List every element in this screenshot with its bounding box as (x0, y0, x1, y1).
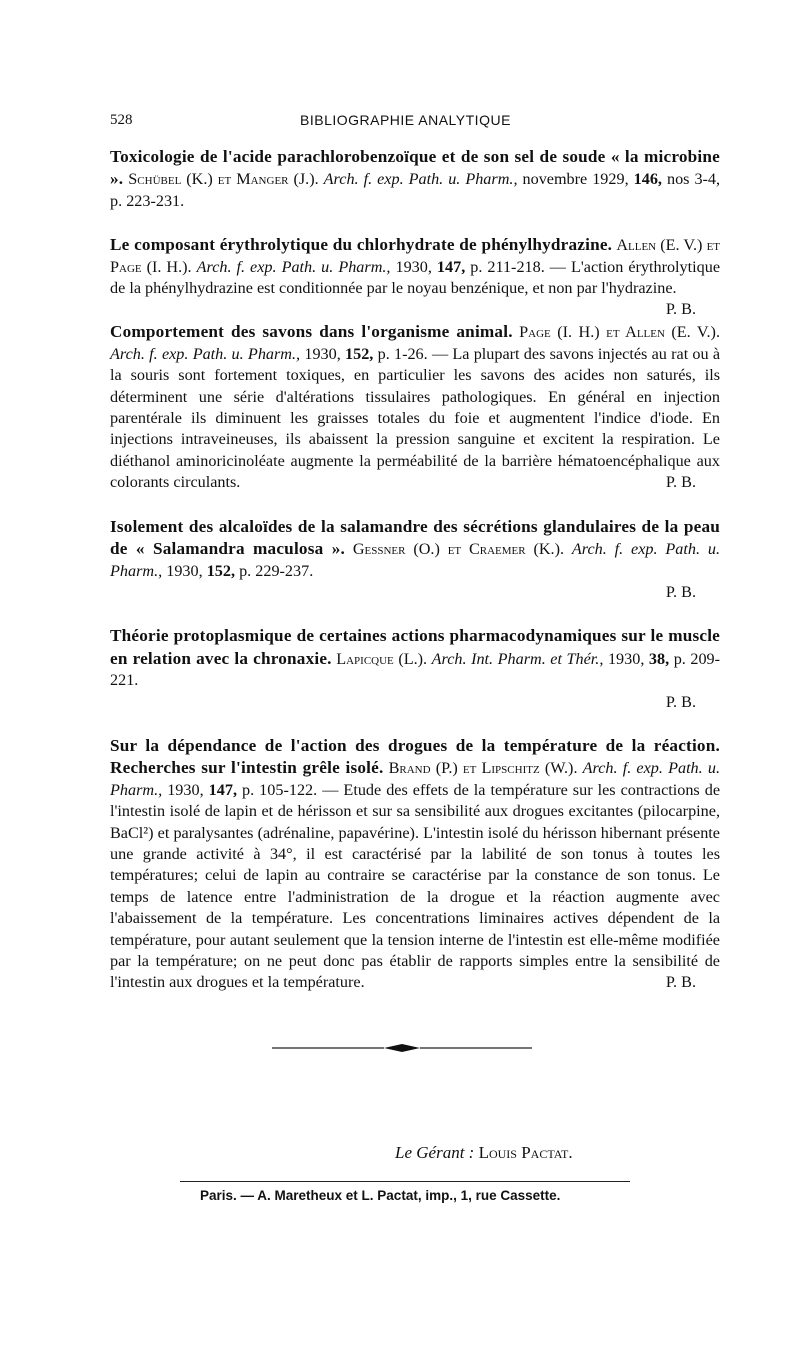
entry-initials: P. B. (665, 582, 696, 601)
ornament-divider-icon (272, 1041, 532, 1055)
entry-volume: 152, (345, 344, 374, 363)
entry-initials-line (110, 582, 720, 603)
entry-abstract: — La plupart des savons injectés au rat ou à la souris sont fortement toxiques, en particulier les savons des acides non saturés, ils déterminent une série d'altérations tissulaires pathologiques. En général en injection parentérale ils diminuent les graisses totales du foie et augmentent l'indice d'iode. En injections intraveineuses, ils abaissent la pression sanguine et excitent la respiration. Le diéthanol aminoricinoléate augmente la perméabilité de la barrière hématoencéphalique aux colorants circulants. (110, 344, 721, 492)
entry-journal: Arch. f. exp. Path. u. Pharm., (196, 257, 391, 276)
bibliography-list (110, 146, 720, 994)
entry-pages: p. 229-237. (239, 561, 314, 580)
bibliography-entry (110, 146, 720, 212)
entry-authors: Gessner (O.) et Craemer (K.). (352, 540, 565, 559)
entry-date: 1930, (166, 561, 203, 580)
entry-date: 1930, (607, 649, 645, 668)
entry-journal: Arch. Int. Pharm. et Thér., (431, 649, 604, 668)
running-head (110, 112, 720, 134)
entry-authors: Schübel (K.) et Manger (J.). (128, 170, 319, 189)
imprint: Paris. — A. Maretheux et L. Pactat, imp., 1, rue Cassette. (200, 1188, 561, 1203)
entry-authors: Lapicque (L.). (336, 649, 428, 668)
entry-journal: Arch. f. exp. Path. u. Pharm., (110, 540, 721, 580)
entry-pages: p. 209-221. (110, 649, 721, 690)
entry-title: Sur la dépendance de l'action des drogues de la température de la réaction. Recherches sur l'intestin grêle isolé. (110, 735, 720, 778)
entry-pages: nos 3-4, p. 223-231. (110, 170, 721, 210)
entry-title: Théorie protoplasmique de certaines actions pharmacodynamiques sur le muscle en relation avec la chronaxie. (110, 626, 720, 668)
entry-pages: p. 105-122. (242, 780, 318, 799)
page-number: 528 (110, 112, 133, 128)
entry-volume: 147, (436, 257, 466, 276)
running-title: BIBLIOGRAPHIE ANALYTIQUE (300, 112, 511, 128)
entry-date: 1930, (304, 344, 341, 363)
entry-title: Toxicologie de l'acide parachlorobenzoïque et de son sel de soude « la microbine ». (110, 147, 720, 189)
entry-initials: P. B. (665, 973, 696, 992)
entry-initials: P. B. (665, 692, 696, 711)
entry-abstract: — L'action érythrolytique de la phénylhydrazine est conditionnée par le noyau benzénique, et non par l'hydrazine. (110, 257, 721, 298)
entry-journal: Arch. f. exp. Path. u. Pharm., (110, 759, 720, 799)
entry-date: 1930, (167, 780, 204, 799)
entry-pages: p. 1-26. (377, 344, 428, 363)
entry-title: Isolement des alcaloïdes de la salamandre des sécrétions glandulaires de la peau de « Salamandra maculosa ». (110, 516, 720, 559)
entry-date: 1930, (395, 257, 432, 276)
entry-volume: 152, (206, 561, 236, 580)
bibliography-entry (110, 321, 720, 493)
entry-title: Comportement des savons dans l'organisme animal. (110, 322, 513, 342)
entry-authors: Page (I. H.) et Allen (E. V.). (519, 323, 720, 342)
signature (395, 1143, 573, 1163)
entry-date: novembre 1929, (522, 170, 629, 189)
bibliography-entry (110, 735, 720, 994)
entry-volume: 38, (648, 649, 670, 668)
entry-initials: P. B. (665, 473, 696, 492)
entry-pages: p. 211-218. (470, 257, 545, 276)
bibliography-entry (110, 516, 720, 604)
bibliography-entry (110, 234, 721, 319)
entry-journal: Arch. f. exp. Path. u. Pharm., (110, 344, 301, 363)
entry-volume: 147, (208, 780, 237, 799)
signature-label: Le Gérant : (395, 1143, 475, 1162)
entry-volume: 146, (633, 170, 662, 189)
entry-journal: Arch. f. exp. Path. u. Pharm., (323, 170, 518, 189)
page-body (110, 112, 720, 994)
entry-title: Le composant érythrolytique du chlorhydrate de phénylhydrazine. (110, 235, 613, 255)
entry-authors: Allen (E. V.) et Page (I. H.). (110, 236, 721, 276)
footer-rule (180, 1181, 630, 1182)
entry-authors: Brand (P.) et Lipschitz (W.). (388, 759, 578, 778)
entry-initials-line (110, 692, 720, 713)
signature-name: Louis Pactat. (478, 1143, 573, 1162)
entry-abstract: — Etude des effets de la température sur les contractions de l'intestin isolé de lapin et de hérisson et sur sa sensibilité aux drogues excitantes (pilocarpine, BaCl²) et paralysantes (adrénaline, papavérine). L'intestin isolé du hérisson hibernant présente une grande activité à 34°, il est caractérisé par la labilité de son tonus à toutes les températures; celui de lapin au contraire se caractérise par la constance de son tonus. Le temps de latence entre l'administration de la drogue et la réaction augmente avec l'abaissement de la température. Les concentrations liminaires actives dépendent de la température, pour autant seulement que la tension interne de l'intestin est elle-même modifiée par la température; on ne peut donc pas établir de rapports simples entre la sensibilité de l'intestin aux drogues et la température. (110, 780, 721, 992)
bibliography-entry (110, 625, 720, 713)
entry-initials: P. B. (665, 300, 696, 319)
